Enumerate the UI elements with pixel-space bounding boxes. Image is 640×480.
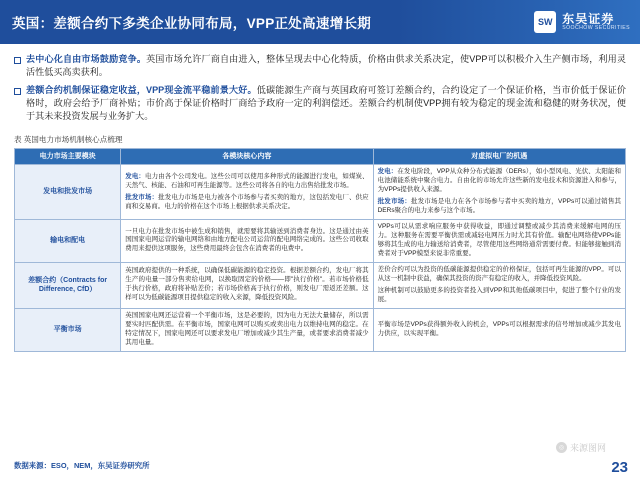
row-head: 发电和批发市场: [15, 165, 121, 220]
bullet-body: 低碳能源生产商与英国政府可签订差额合约，合约设定了一个保证价格，当市价低于保证价格时，政府会给予厂商补贴；市价高于保证价格时厂商给予政府一定的利润偿还。差额合约机制使VPP拥有较为稳定的现金流和稳健的财务状况，便于其未来投资发展与业务扩大。: [26, 84, 626, 121]
cell-paragraph: 批发市场：批发市场是电力在各个市场参与者中买卖的地方，VPPs可以通过销售其DERs聚合的电力来参与这个市场。: [377, 198, 621, 215]
watermark-text: 来源图网: [569, 443, 606, 453]
logo-text: [562, 13, 630, 31]
cell-paragraph: VPPs可以从需求响应服务中获得收益，即通过调整或减少其消费来缓解电网的压力。这种服务在需要平衡供需或减轻电网压力时尤其有价值。输配电网络使VPPs能够将其生成的电力输送给消费者，尽管使用这些网络通常需要付费。但能够接触到消费者对于VPP模型来说非常重要。: [377, 223, 621, 257]
table-row: [15, 308, 626, 351]
market-mechanism-table: [14, 148, 626, 352]
source-note: 数据来源：ESO，NEM，东吴证券研究所: [14, 461, 150, 470]
logo-company-cn: 东吴证券: [562, 11, 615, 26]
cell-paragraph: 发电：在发电阶段，VPP从众种分布式能源（DERs），如小型风电、光伏、太阳能和电池储能系统中聚合电力。自由化的市场允许这些新的发电技术和资源进入和参与，为VPPs提供收入来源。: [377, 168, 622, 194]
row-content: [121, 165, 373, 220]
column-header-module: 电力市场主要模块: [15, 148, 121, 165]
cell-paragraph: 批发市场：批发电力市场是电力被各个市场参与者买卖的地方，这包括发电厂、供应商和交易商。电力的价格在这个市场上根据供求关系决定。: [125, 193, 369, 210]
cell-paragraph: 差价合约可以为投资的低碳能源提供稳定的价格保证，包括可再生能源的VPP。可以从这一机制中获益，确保其投资的资产有稳定的收入，并降低投资风险。: [377, 265, 621, 282]
bullet-item: [14, 53, 626, 79]
square-bullet-icon: [14, 57, 21, 64]
row-opportunity: [373, 308, 625, 351]
logo-company-en: SOOCHOW SECURITIES: [562, 24, 630, 31]
bullet-text: [26, 84, 626, 123]
row-opportunity: [373, 165, 625, 220]
page-number: 23: [611, 459, 628, 476]
bullet-text: [26, 53, 626, 79]
slide-header: [0, 0, 640, 44]
table-wrapper: [0, 148, 640, 352]
bullet-list: [0, 44, 640, 132]
row-head: 输电和配电: [15, 220, 121, 263]
bullet-lead: 去中心化自由市场鼓励竞争。: [26, 54, 147, 64]
row-content: [121, 220, 373, 263]
cell-paragraph: 平衡市场是VPPs获得额外收入的机会，VPPs可以根据需求的信号增加或减少其发电力供应，以实现平衡。: [377, 320, 621, 337]
page-title: 英国：差额合约下多类企业协同布局，VPP正处高速增长期: [12, 16, 372, 31]
table-header-row: [15, 148, 626, 165]
row-opportunity: [373, 220, 625, 263]
cell-paragraph: 英国政府提供的一种系统，以确保低碳能源的稳定投资。根据差额合约，发电厂将其生产的电量一部分售卖给电网，以换取固定的价格——即"执行价格"。若市场价格低于执行价格，政府将补贴差价；若市场价格高于执行价格，则发电厂需返还差额。这样可以为低碳能源项目提供稳定的收入来源，降低投资风险。: [125, 267, 369, 302]
row-head: 差额合约（Contracts for Difference, CfD）: [15, 262, 121, 308]
cell-paragraph: 一旦电力在批发市场中被生成和销售，就需要将其输送到消费者身边。这是通过由英国国家电网运营的输电网络和由地方配电公司运营的配电网络完成的。这些公司收取费用来提供这项服务，这些费用最终会包含在消费者的电费中。: [125, 227, 369, 253]
cell-paragraph: 发电：电力由各个公司发电。这些公司可以使用多种形式的能源进行发电，如煤炭、天然气、核能、石油和可再生能源等。这些公司将各自的电力出售给批发市场。: [125, 172, 369, 189]
watermark-icon: ◎: [556, 442, 567, 453]
bullet-body: 英国市场允许厂商自由进入，整体呈现去中心化特质，价格由供求关系决定，使VPP可以积极介入生产侧市场，利用灵活性低买高卖获利。: [26, 54, 626, 77]
company-logo: [534, 0, 640, 44]
watermark: [556, 441, 606, 454]
row-content: [121, 262, 373, 308]
row-content: [121, 308, 373, 351]
row-head: 平衡市场: [15, 308, 121, 351]
column-header-content: 各模块核心内容: [121, 148, 373, 165]
square-bullet-icon: [14, 88, 21, 95]
table-row: [15, 165, 626, 220]
cell-paragraph: 英国国家电网还运营着一个平衡市场，这是必要的，因为电力无法大量储存，所以需要实时匹配供需。在平衡市场，国家电网可以购买或卖出电力以维持电网的稳定。在特定情况下，国家电网还可以要求发电厂增加或减少其生产量，或者要求消费者减少其用电量。: [125, 311, 369, 346]
logo-mark-icon: SW: [534, 11, 556, 33]
table-row: [15, 262, 626, 308]
table-caption: 表 英国电力市场机制核心点梳理: [14, 134, 123, 144]
column-header-opportunity: 对虚拟电厂的机遇: [373, 148, 625, 165]
cell-paragraph: 这种机制可以鼓励更多的投资者投入到VPP和其他低碳项目中，促进了整个行业的发展。: [377, 286, 621, 303]
bullet-item: [14, 84, 626, 123]
table-row: [15, 220, 626, 263]
bullet-lead: 差额合约机制保证稳定收益，VPP现金流平稳前景大好。: [26, 84, 257, 95]
row-opportunity: [373, 262, 625, 308]
